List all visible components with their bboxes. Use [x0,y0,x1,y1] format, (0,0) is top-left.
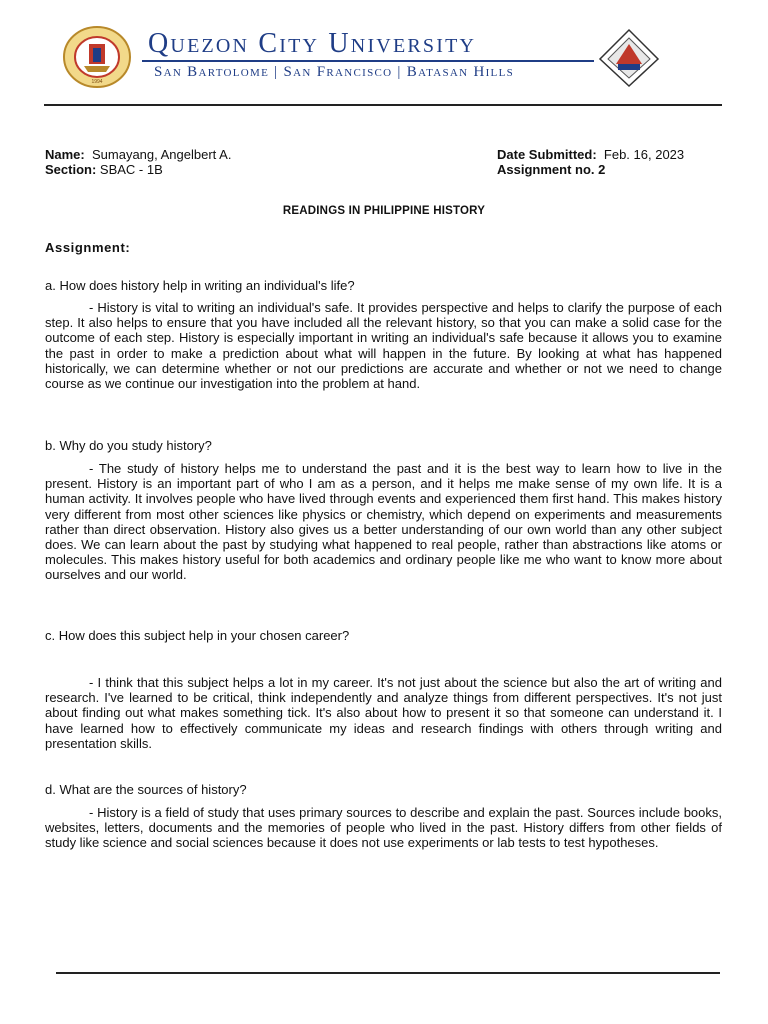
submission-info [497,147,684,177]
name-line: Name: Sumayang, Angelbert A. [45,147,232,162]
footer-rule [56,972,720,974]
section-value: SBAC - 1B [99,162,163,177]
header-rule [44,104,722,106]
date-line: Date Submitted: Feb. 16, 2023 [497,147,685,162]
question-c: c. How does this subject help in your chosen career? [45,628,350,643]
campus-list: San Bartolome | San Francisco | Batasan Hills [154,64,515,80]
date-value: Feb. 16, 2023 [603,147,685,162]
student-info [45,147,231,177]
svg-text:1994: 1994 [91,79,103,85]
assignment-number: Assignment no. 2 [497,162,606,177]
university-name: Quezon City University [148,28,477,59]
university-seal-icon [62,26,132,88]
assignment-heading: Assignment: [45,240,131,255]
answer-b: - The study of history helps me to understand the past and it is the best way to learn how to live in the present. History is an important part of who I am as a person, and it helps me make sense of my own life. It is a human activity. It involves people who have lived through events and experienced them first hand. This makes history very different from most other sciences like physics or chemistry, which depend on experiments and measurements rather than direct observation. History also gives us a better understanding of our own world than any other subject does. We can learn about the past by studying what happened to real people, rather than abstractions like atoms or molecules. This makes history useful for both academics and ordinary people like me who want to know more about ourselves and our world. [45,461,722,583]
question-d: d. What are the sources of history? [45,782,247,797]
letterhead [60,26,724,90]
section-line: Section: SBAC - 1B [45,162,163,177]
city-seal-icon [598,28,660,88]
answer-d: - History is a field of study that uses primary sources to describe and explain the past. Sources include books, websites, letters, documents and the memories of people who lived in the past. History differs from other fields of study like science and social sciences because it does not use experiments or lab tests to test hypotheses. [45,805,722,851]
answer-c: - I think that this subject helps a lot in my career. It's not just about the science but also the art of writing and research. I've learned to be critical, think independently and analyze things from different perspectives. It's not just about finding out what makes something tick. It's also about how to present it so that someone can understand it. I have learned how to effectively communicate my ideas and research findings with others through writing and presentation skills. [45,675,722,751]
question-a: a. How does history help in writing an individual's life? [45,278,355,293]
document-title: READINGS IN PHILIPPINE HISTORY [282,205,486,217]
question-b: b. Why do you study history? [45,438,212,453]
student-name: Sumayang, Angelbert A. [91,147,232,162]
answer-a: - History is vital to writing an individual's safe. It provides perspective and helps to clarify the purpose of each step. It also helps to ensure that you have included all the relevant history, so that you can make a solid case for the outcome of each step. History is especially important in writing an individual's safe because it allows you to examine the past in order to make a prediction about what will happen in the future. By looking at what has happened historically, we can determine whether or not our predictions are accurate and whether or not we need to change course as we continue our investigation into the problem at hand. [45,300,722,392]
letterhead-divider [142,60,594,62]
